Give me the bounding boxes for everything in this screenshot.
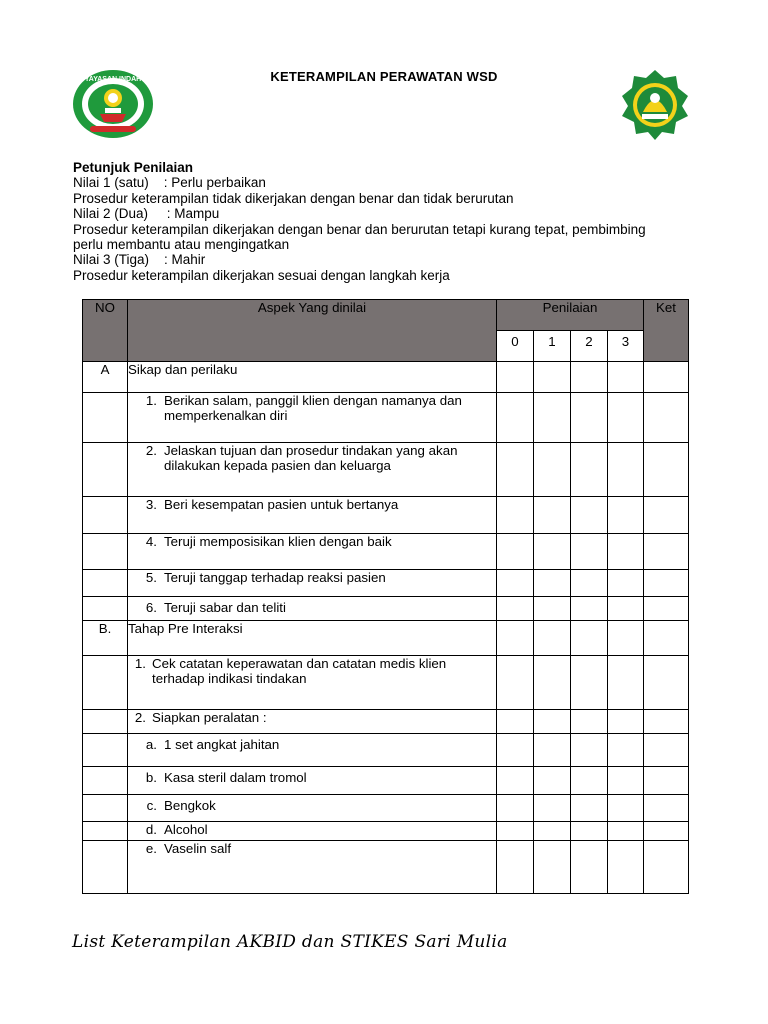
list-item: a. 1 set angkat jahitan [128, 734, 497, 767]
page-footer: List Keterampilan AKBID dan STIKES Sari Mulia [72, 932, 508, 952]
score-cell[interactable] [571, 795, 608, 822]
score-cell[interactable] [534, 734, 571, 767]
score-cell[interactable] [534, 443, 571, 497]
score-cell[interactable] [497, 362, 534, 393]
score-cell[interactable] [608, 841, 644, 894]
score-cell[interactable] [608, 597, 644, 621]
remarks-cell[interactable] [644, 443, 689, 497]
score-cell[interactable] [497, 734, 534, 767]
score-cell[interactable] [497, 393, 534, 443]
score-cell[interactable] [608, 767, 644, 795]
instruction-line: Prosedur keterampilan dikerjakan sesuai dengan langkah kerja [73, 267, 450, 283]
score-cell[interactable] [534, 570, 571, 597]
score-cell[interactable] [534, 795, 571, 822]
score-cell[interactable] [571, 621, 608, 656]
score-cell[interactable] [497, 534, 534, 570]
instructions-heading: Petunjuk Penilaian [73, 160, 194, 175]
score-cell[interactable] [608, 656, 644, 710]
table-row [83, 841, 689, 894]
remarks-cell[interactable] [644, 393, 689, 443]
score-cell[interactable] [497, 795, 534, 822]
score-cell[interactable] [608, 822, 644, 841]
score-cell[interactable] [497, 710, 534, 734]
score-cell[interactable] [534, 767, 571, 795]
header-no: NO [83, 300, 128, 362]
score-cell[interactable] [497, 621, 534, 656]
section-a-title: Sikap dan perilaku [128, 362, 497, 393]
score-cell[interactable] [497, 767, 534, 795]
score-cell[interactable] [608, 393, 644, 443]
list-item: 5. Teruji tanggap terhadap reaksi pasien [128, 570, 497, 597]
instruction-line: Prosedur keterampilan tidak dikerjakan dengan benar dan tidak berurutan [73, 190, 514, 206]
section-b-title: Tahap Pre Interaksi [128, 621, 497, 656]
instruction-line: Prosedur keterampilan dikerjakan dengan benar dan berurutan tetapi kurang tepat, pembimbing [73, 221, 646, 237]
score-cell[interactable] [608, 734, 644, 767]
remarks-cell[interactable] [644, 534, 689, 570]
instruction-line: perlu membantu atau mengingatkan [73, 237, 290, 253]
score-cell[interactable] [571, 534, 608, 570]
assessment-instructions [73, 160, 713, 283]
table-row [83, 597, 689, 621]
list-item: 2. Siapkan peralatan : [128, 710, 497, 734]
score-cell[interactable] [497, 822, 534, 841]
list-item: d. Alcohol [128, 822, 497, 841]
score-cell[interactable] [497, 497, 534, 534]
score-cell[interactable] [608, 534, 644, 570]
remarks-cell[interactable] [644, 497, 689, 534]
score-cell[interactable] [534, 597, 571, 621]
score-cell[interactable] [497, 570, 534, 597]
score-cell[interactable] [571, 710, 608, 734]
table-row [83, 710, 689, 734]
score-cell[interactable] [571, 597, 608, 621]
table-row [83, 734, 689, 767]
score-cell[interactable] [534, 534, 571, 570]
header-assessment: Penilaian [497, 300, 644, 331]
table-row [83, 443, 689, 497]
score-cell[interactable] [497, 656, 534, 710]
table-row [83, 656, 689, 710]
score-cell[interactable] [571, 841, 608, 894]
remarks-cell[interactable] [644, 795, 689, 822]
score-cell[interactable] [571, 393, 608, 443]
header-remarks: Ket [644, 300, 689, 362]
remarks-cell[interactable] [644, 362, 689, 393]
table-row [83, 497, 689, 534]
list-item: 1. Berikan salam, panggil klien dengan namanya dan memperkenalkan diri [128, 393, 497, 443]
remarks-cell[interactable] [644, 597, 689, 621]
score-cell[interactable] [608, 710, 644, 734]
header-score-2: 2 [571, 331, 608, 362]
score-cell[interactable] [571, 497, 608, 534]
instruction-line: Nilai 1 (satu) : Perlu perbaikan [73, 175, 266, 191]
score-cell[interactable] [497, 597, 534, 621]
table-row [83, 362, 689, 393]
table-row [83, 621, 689, 656]
table-row [83, 534, 689, 570]
list-item: b. Kasa steril dalam tromol [128, 767, 497, 795]
list-item: e. Vaselin salf [128, 841, 497, 894]
header-score-3: 3 [608, 331, 644, 362]
score-cell[interactable] [497, 841, 534, 894]
remarks-cell[interactable] [644, 841, 689, 894]
section-b-no: B. [83, 621, 128, 656]
svg-text:YAYASAN INDAH: YAYASAN INDAH [84, 76, 142, 83]
table-row [83, 795, 689, 822]
list-item: 4. Teruji memposisikan klien dengan baik [128, 534, 497, 570]
score-cell[interactable] [534, 841, 571, 894]
score-cell[interactable] [608, 497, 644, 534]
remarks-cell[interactable] [644, 621, 689, 656]
instruction-line: Nilai 3 (Tiga) : Mahir [73, 252, 206, 268]
header-aspect: Aspek Yang dinilai [128, 300, 497, 362]
score-cell[interactable] [571, 443, 608, 497]
remarks-cell[interactable] [644, 822, 689, 841]
score-cell[interactable] [608, 795, 644, 822]
remarks-cell[interactable] [644, 710, 689, 734]
table-row [83, 570, 689, 597]
instruction-line: Nilai 2 (Dua) : Mampu [73, 206, 220, 222]
score-cell[interactable] [571, 656, 608, 710]
list-item: 2. Jelaskan tujuan dan prosedur tindakan yang akan dilakukan kepada pasien dan keluarga [128, 443, 497, 497]
table-row [83, 767, 689, 795]
section-a-no: A [83, 362, 128, 393]
table-row [83, 393, 689, 443]
score-cell[interactable] [534, 362, 571, 393]
score-cell[interactable] [534, 656, 571, 710]
score-cell[interactable] [497, 443, 534, 497]
list-item: 3. Beri kesempatan pasien untuk bertanya [128, 497, 497, 534]
score-cell[interactable] [534, 822, 571, 841]
list-item: 6. Teruji sabar dan teliti [128, 597, 497, 621]
remarks-cell[interactable] [644, 767, 689, 795]
document-title: KETERAMPILAN PERAWATAN WSD [270, 69, 498, 84]
score-cell[interactable] [608, 362, 644, 393]
table-row [83, 822, 689, 841]
score-cell[interactable] [608, 621, 644, 656]
remarks-cell[interactable] [644, 734, 689, 767]
list-item: c. Bengkok [128, 795, 497, 822]
remarks-cell[interactable] [644, 656, 689, 710]
score-cell[interactable] [534, 393, 571, 443]
score-cell[interactable] [534, 710, 571, 734]
header-score-0: 0 [497, 331, 534, 362]
remarks-cell[interactable] [644, 570, 689, 597]
list-item: 1. Cek catatan keperawatan dan catatan medis klien terhadap indikasi tindakan [128, 656, 497, 710]
score-cell[interactable] [571, 822, 608, 841]
score-cell[interactable] [608, 443, 644, 497]
score-cell[interactable] [534, 621, 571, 656]
header-score-1: 1 [534, 331, 571, 362]
score-cell[interactable] [608, 570, 644, 597]
score-cell[interactable] [571, 570, 608, 597]
score-cell[interactable] [534, 497, 571, 534]
score-cell[interactable] [571, 362, 608, 393]
score-cell[interactable] [571, 767, 608, 795]
score-cell[interactable] [571, 734, 608, 767]
assessment-table [82, 299, 689, 894]
